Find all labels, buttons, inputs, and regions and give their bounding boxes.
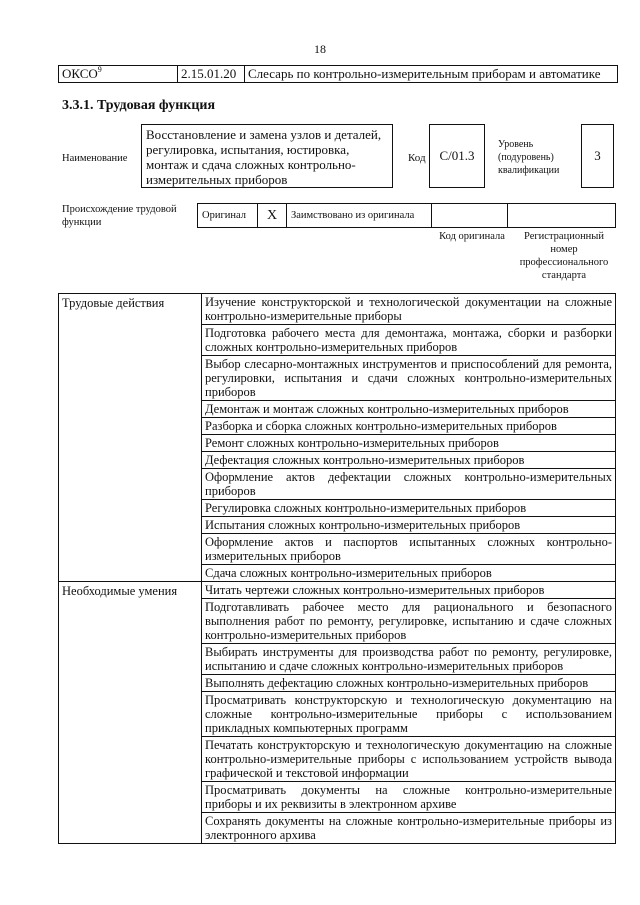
origin-regnum-cell <box>507 203 616 228</box>
okso-table <box>58 65 618 83</box>
okso-footnote: 9 <box>97 65 102 74</box>
qualification-level-box: 3 <box>581 124 614 188</box>
table-cell-text: Регулировка сложных контрольно-измерительных приборов <box>202 500 616 517</box>
table-cell-text: Выбирать инструменты для производства работ по ремонту, регулировке, испытанию и сдаче сложных контрольно-измерительных приборов <box>202 644 616 675</box>
origin-borrowed-label: Заимствовано из оригинала <box>286 203 431 228</box>
okso-code: 2.15.01.20 <box>178 66 245 82</box>
table-cell-text: Оформление актов дефектации сложных контрольно-измерительных приборов <box>202 469 616 500</box>
page-number: 18 <box>314 42 326 56</box>
table-cell-text: Подготавливать рабочее место для рационального и безопасного выполнения работ по ремонту, регулировке, испытанию и сдаче сложных контрольно-измерительных приборов <box>202 599 616 644</box>
table-cell-text: Сохранять документы на сложные контрольно-измерительные приборы из электронного архива <box>202 813 616 844</box>
origin-table <box>197 203 616 228</box>
table-cell-text: Читать чертежи сложных контрольно-измерительных приборов <box>202 582 616 599</box>
table-cell-text: Просматривать документы на сложные контрольно-измерительные приборы и их реквизиты в электронном архиве <box>202 782 616 813</box>
table-cell-text: Подготовка рабочего места для демонтажа, монтажа, сборки и разборки сложных контрольно-измерительных приборов <box>202 325 616 356</box>
okso-label: ОКСО <box>62 66 98 81</box>
table-cell-text: Просматривать конструкторскую и технологическую документацию на сложные контрольно-измерительные приборы с использованием прикладных компьютерных программ <box>202 692 616 737</box>
table-row <box>59 294 616 325</box>
code-original-caption: Код оригинала <box>439 231 505 242</box>
table-cell-text: Испытания сложных контрольно-измерительных приборов <box>202 517 616 534</box>
code-label: Код <box>408 152 426 164</box>
qualification-level-label: Уровень (подуровень) квалификации <box>498 139 560 176</box>
section-category: Трудовые действия <box>59 294 202 582</box>
table-cell-text: Разборка и сборка сложных контрольно-измерительных приборов <box>202 418 616 435</box>
table-cell-text: Печатать конструкторскую и технологическую документацию на сложные контрольно-измерительные приборы с использованием устройств вывода графической и текстовой информации <box>202 737 616 782</box>
origin-label: Происхождение трудовой функции <box>62 204 177 228</box>
table-row <box>59 582 616 599</box>
function-details-table <box>58 293 616 844</box>
table-cell-text: Оформление актов и паспортов испытанных сложных контрольно-измерительных приборов <box>202 534 616 565</box>
origin-mark: X <box>257 203 286 228</box>
table-cell-text: Дефектация сложных контрольно-измерительных приборов <box>202 452 616 469</box>
table-cell-text: Выбор слесарно-монтажных инструментов и приспособлений для ремонта, регулировки, испытания и сдачи сложных контрольно-измерительных приборов <box>202 356 616 401</box>
section-title: 3.3.1. Трудовая функция <box>62 98 216 113</box>
name-label: Наименование <box>62 153 128 164</box>
function-name-box: Восстановление и замена узлов и деталей, регулировка, испытания, юстировка, монтаж и сдача сложных контрольно-измерительных приборов <box>141 124 393 188</box>
table-cell-text: Выполнять дефектацию сложных контрольно-измерительных приборов <box>202 675 616 692</box>
table-cell-text: Изучение конструкторской и технологической документации на сложные контрольно-измерительные приборы <box>202 294 616 325</box>
reg-number-caption: Регистрационный номер профессионального стандарта <box>519 231 609 281</box>
origin-original-label: Оригинал <box>197 203 257 228</box>
table-cell-text: Ремонт сложных контрольно-измерительных приборов <box>202 435 616 452</box>
section-category: Необходимые умения <box>59 582 202 844</box>
origin-code-cell <box>431 203 507 228</box>
function-code-box: С/01.3 <box>429 124 485 188</box>
table-cell-text: Сдача сложных контрольно-измерительных приборов <box>202 565 616 582</box>
table-cell-text: Демонтаж и монтаж сложных контрольно-измерительных приборов <box>202 401 616 418</box>
okso-title: Слесарь по контрольно-измерительным приборам и автоматике <box>248 66 601 81</box>
okso-label-cell <box>59 66 178 82</box>
